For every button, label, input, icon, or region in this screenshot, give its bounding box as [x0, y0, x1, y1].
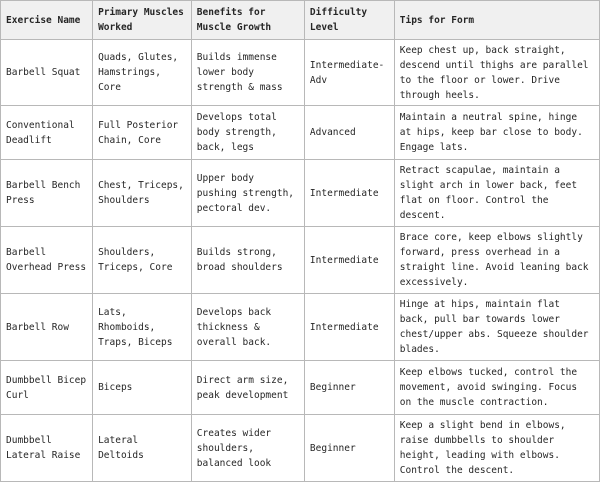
cell-muscles: Biceps [93, 361, 192, 415]
cell-tips: Retract scapulae, maintain a slight arch in lower back, feet flat on floor. Control the descent. [394, 160, 599, 227]
cell-difficulty: Intermediate [304, 294, 394, 361]
table-row [1, 294, 600, 361]
cell-exercise: Barbell Overhead Press [1, 227, 93, 294]
table-row [1, 415, 600, 482]
cell-benefits: Builds strong, broad shoulders [191, 227, 304, 294]
cell-difficulty: Beginner [304, 415, 394, 482]
cell-muscles: Lats, Rhomboids, Traps, Biceps [93, 294, 192, 361]
cell-benefits: Creates wider shoulders, balanced look [191, 415, 304, 482]
header-difficulty: Difficulty Level [304, 1, 394, 40]
table-row [1, 227, 600, 294]
table-row [1, 160, 600, 227]
cell-tips: Keep chest up, back straight, descend until thighs are parallel to the floor or lower. Drive through heels. [394, 40, 599, 106]
cell-difficulty: Advanced [304, 106, 394, 160]
cell-exercise: Dumbbell Bicep Curl [1, 361, 93, 415]
cell-exercise: Barbell Row [1, 294, 93, 361]
header-exercise-name: Exercise Name [1, 1, 93, 40]
header-benefits: Benefits for Muscle Growth [191, 1, 304, 40]
cell-exercise: Dumbbell Lateral Raise [1, 415, 93, 482]
cell-tips: Keep a slight bend in elbows, raise dumbbells to shoulder height, leading with elbows. Control the descent. [394, 415, 599, 482]
table-row [1, 106, 600, 160]
cell-exercise: Conventional Deadlift [1, 106, 93, 160]
cell-benefits: Develops total body strength, back, legs [191, 106, 304, 160]
cell-exercise: Barbell Squat [1, 40, 93, 106]
cell-muscles: Chest, Triceps, Shoulders [93, 160, 192, 227]
cell-benefits: Builds immense lower body strength & mass [191, 40, 304, 106]
cell-difficulty: Intermediate-Adv [304, 40, 394, 106]
header-row [1, 1, 600, 40]
table-row [1, 40, 600, 106]
cell-difficulty: Beginner [304, 361, 394, 415]
header-tips: Tips for Form [394, 1, 599, 40]
cell-tips: Hinge at hips, maintain flat back, pull bar towards lower chest/upper abs. Squeeze shoulder blades. [394, 294, 599, 361]
cell-muscles: Shoulders, Triceps, Core [93, 227, 192, 294]
cell-tips: Maintain a neutral spine, hinge at hips, keep bar close to body. Engage lats. [394, 106, 599, 160]
cell-muscles: Lateral Deltoids [93, 415, 192, 482]
cell-muscles: Full Posterior Chain, Core [93, 106, 192, 160]
cell-benefits: Upper body pushing strength, pectoral dev. [191, 160, 304, 227]
cell-muscles: Quads, Glutes, Hamstrings, Core [93, 40, 192, 106]
cell-difficulty: Intermediate [304, 227, 394, 294]
cell-difficulty: Intermediate [304, 160, 394, 227]
cell-exercise: Barbell Bench Press [1, 160, 93, 227]
table-row [1, 361, 600, 415]
cell-tips: Keep elbows tucked, control the movement, avoid swinging. Focus on the muscle contraction. [394, 361, 599, 415]
cell-tips: Brace core, keep elbows slightly forward, press overhead in a straight line. Avoid leaning back excessively. [394, 227, 599, 294]
cell-benefits: Direct arm size, peak development [191, 361, 304, 415]
header-primary-muscles: Primary Muscles Worked [93, 1, 192, 40]
cell-benefits: Develops back thickness & overall back. [191, 294, 304, 361]
